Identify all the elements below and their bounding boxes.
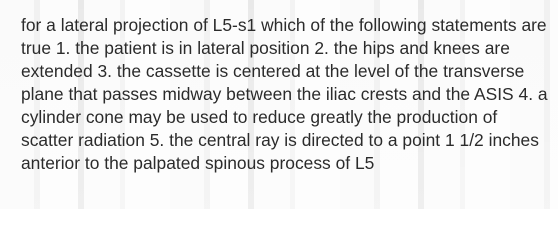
question-text: for a lateral projection of L5-s1 which of the following statements are true 1. the patient is in lateral position 2. the hips and knees are extended 3. the cassette is centered at the level of the transverse plane that passes midway between the iliac crests and the ASIS 4. a cylinder cone may be used to reduce greatly the production of scatter radiation 5. the central ray is directed to a point 1 1/2 inches anterior to the palpated spinous process of L5 xyxy=(21,15,548,173)
